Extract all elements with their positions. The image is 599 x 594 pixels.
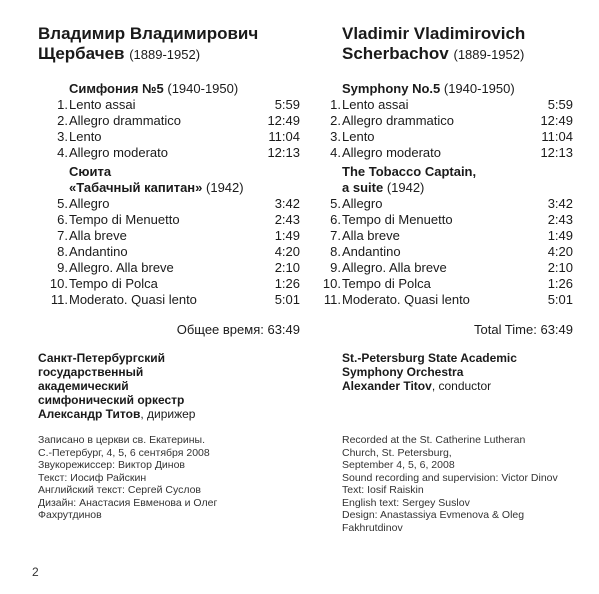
composer-name: Vladimir Vladimirovich	[342, 24, 526, 43]
suite-title: Сюита «Табачный капитан» (1942)	[69, 164, 244, 195]
conductor-name: Alexander Titov	[342, 379, 432, 393]
page-number: 2	[32, 565, 39, 579]
suite-title: The Tobacco Captain, a suite (1942)	[342, 164, 477, 195]
track-row: 10. Tempo di Polca 1:26	[322, 276, 573, 291]
track-row: 8. Andantino 4:20	[57, 244, 300, 259]
total-time: Total Time: 63:49	[474, 322, 573, 337]
track-row: 1. Lento assai 5:59	[330, 97, 573, 112]
track-row: 9. Allegro. Alla breve 2:10	[57, 260, 300, 275]
symphony-track-list	[311, 97, 573, 161]
track-row: 3. Lento 11:04	[330, 129, 573, 144]
track-row: 6. Tempo di Menuetto 2:43	[330, 212, 573, 227]
composer-name: Владимир Владимирович	[38, 24, 259, 43]
track-row: 11. Moderato. Quasi lento 5:01	[50, 292, 300, 307]
track-row: 4. Allegro moderato 12:13	[57, 145, 300, 160]
composer-dates: (1889-1952)	[453, 47, 525, 62]
track-row: 2. Allegro drammatico 12:49	[330, 113, 573, 128]
composer-surname: Scherbachov	[342, 44, 449, 63]
suite-track-list	[38, 196, 300, 308]
track-row: 11. Moderato. Quasi lento 5:01	[323, 292, 573, 307]
composer-heading	[38, 24, 300, 65]
orchestra-credit: St.-Petersburg State Academic Symphony Orchestra Alexander Titov, conductor	[342, 351, 517, 393]
track-row: 3. Lento 11:04	[57, 129, 300, 144]
composer-dates: (1889-1952)	[129, 47, 201, 62]
track-row: 9. Allegro. Alla breve 2:10	[330, 260, 573, 275]
track-row: 5. Allegro 3:42	[57, 196, 300, 211]
track-row: 7. Alla breve 1:49	[57, 228, 300, 243]
track-row: 8. Andantino 4:20	[330, 244, 573, 259]
symphony-title: Symphony No.5 (1940-1950)	[342, 81, 515, 96]
conductor-name: Александр Титов	[38, 407, 141, 421]
orchestra-credit: Санкт-Петербургский государственный академический симфонический оркестр Александр Титов, дирижер	[38, 351, 196, 421]
track-row: 5. Allegro 3:42	[330, 196, 573, 211]
track-row: 10. Tempo di Polca 1:26	[49, 276, 300, 291]
composer-surname: Щербачев	[38, 44, 125, 63]
composer-heading	[342, 24, 599, 65]
track-row: 6. Tempo di Menuetto 2:43	[57, 212, 300, 227]
conductor-role: , дирижер	[140, 407, 196, 421]
symphony-title: Симфония №5 (1940-1950)	[69, 81, 239, 96]
recording-credits: Recorded at the St. Catherine Lutheran Church, St. Petersburg, September 4, 5, 6, 2008 Sound recording and supervision: Victor Dinov Text: Iosif Raiskin English text: Sergey Suslov Design: Anastassiya Evmenova & Oleg Fakhrutdinov	[342, 434, 558, 534]
track-row: 7. Alla breve 1:49	[330, 228, 573, 243]
suite-year: (1942)	[386, 180, 425, 195]
total-time: Общее время: 63:49	[176, 322, 300, 337]
track-row: 2. Allegro drammatico 12:49	[57, 113, 300, 128]
conductor-role: , conductor	[431, 379, 492, 393]
symphony-dates: (1940-1950)	[167, 81, 239, 96]
recording-credits: Записано в церкви св. Екатерины. С.-Петербург, 4, 5, 6 сентября 2008 Звукорежиссер: Виктор Динов Текст: Иосиф Райскин Английский текст: Сергей Суслов Дизайн: Анастасия Евменова и Олег Фахрутдинов	[38, 434, 218, 521]
suite-year: (1942)	[206, 180, 244, 195]
track-row: 4. Allegro moderato 12:13	[330, 145, 573, 160]
symphony-dates: (1940-1950)	[443, 81, 515, 96]
suite-track-list	[311, 196, 573, 308]
track-row: 1. Lento assai 5:59	[57, 97, 300, 112]
symphony-track-list	[38, 97, 300, 161]
